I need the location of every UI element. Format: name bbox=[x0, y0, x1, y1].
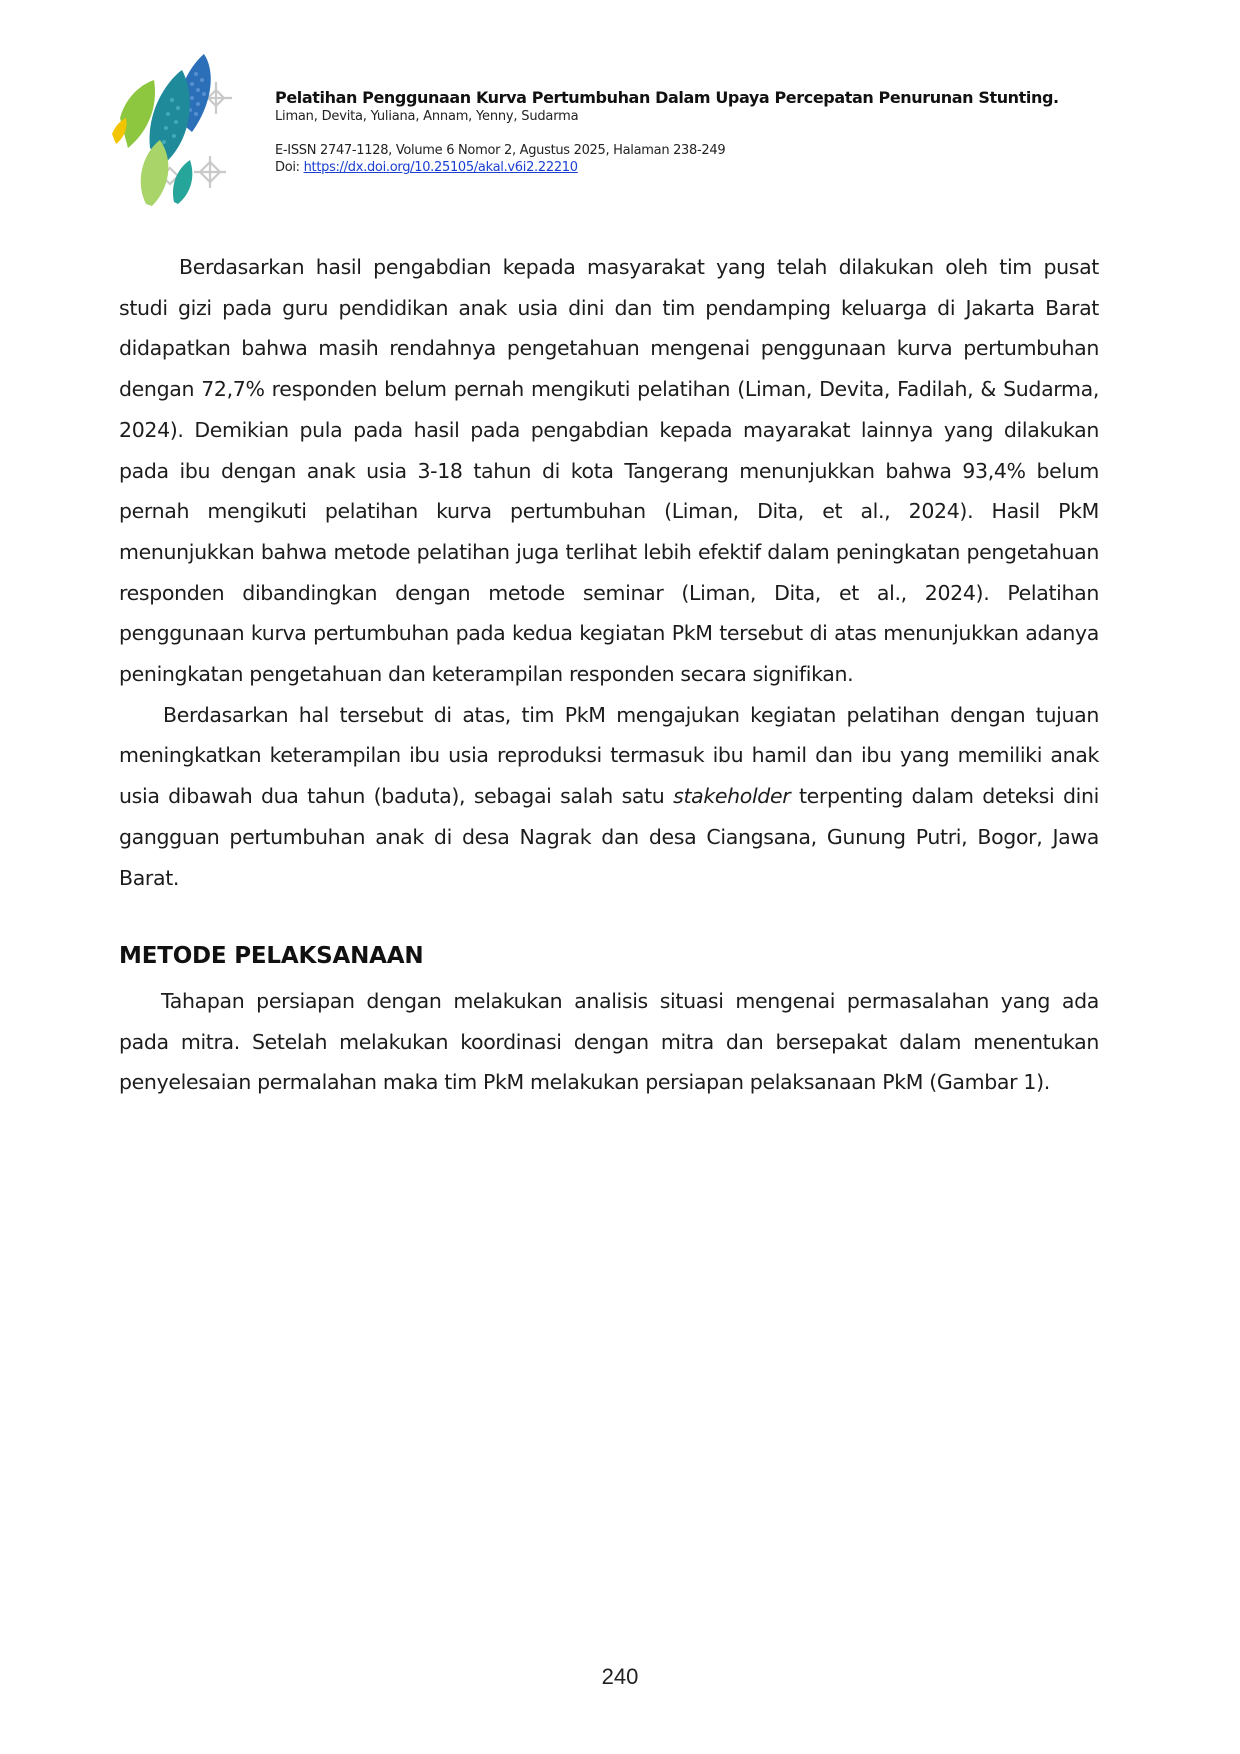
header-authors: Liman, Devita, Yuliana, Annam, Yenny, Sudarma bbox=[275, 109, 579, 124]
page-number: 240 bbox=[601, 1664, 639, 1689]
paragraph-2 bbox=[119, 695, 1099, 899]
section-body bbox=[119, 981, 1099, 1103]
paragraph-2-italic: stakeholder bbox=[673, 784, 791, 809]
running-header bbox=[275, 88, 1095, 176]
journal-logo-icon bbox=[112, 52, 248, 208]
paragraph-2-text-a: Berdasarkan hal tersebut di atas, tim PkM mengajukan kegiatan pelatihan dengan tujuan meningkatkan keterampilan ibu usia reproduksi termasuk ibu hamil dan ibu yang memiliki anak usia dibawah dua tahun (baduta), sebagai salah satu bbox=[119, 702, 1099, 809]
section-heading: METODE PELAKSANAAN bbox=[119, 943, 424, 969]
body-text bbox=[119, 247, 1099, 898]
doi-label: Doi: bbox=[275, 160, 304, 175]
section-paragraph: Tahapan persiapan dengan melakukan analisis situasi mengenai permasalahan yang ada pada mitra. Setelah melakukan koordinasi dengan mitra dan bersepakat dalam menentukan penyelesaian permalahan maka tim PkM melakukan persiapan pelaksanaan PkM (Gambar 1). bbox=[119, 989, 1099, 1095]
header-issn: E-ISSN 2747-1128, Volume 6 Nomor 2, Agustus 2025, Halaman 238-249 bbox=[275, 143, 726, 158]
header-title: Pelatihan Penggunaan Kurva Pertumbuhan Dalam Upaya Percepatan Penurunan Stunting. bbox=[275, 88, 1059, 107]
doi-link[interactable]: https://dx.doi.org/10.25105/akal.v6i2.22210 bbox=[303, 160, 578, 175]
paragraph-2-text-b: terpenting dalam deteksi dini gangguan pertumbuhan anak di desa Nagrak dan desa Ciangsana, Gunung Putri, Bogor, Jawa Barat. bbox=[119, 784, 1099, 890]
paragraph-1: Berdasarkan hasil pengabdian kepada masyarakat yang telah dilakukan oleh tim pusat studi gizi pada guru pendidikan anak usia dini dan tim pendamping keluarga di Jakarta Barat didapatkan bahwa masih rendahnya pengetahuan mengenai penggunaan kurva pertumbuhan dengan 72,7% responden belum pernah mengikuti pelatihan (Liman, Devita, Fadilah, & Sudarma, 2024). Demikian pula pada hasil pada pengabdian kepada mayarakat lainnya yang dilakukan pada ibu dengan anak usia 3-18 tahun di kota Tangerang menunjukkan bahwa 93,4% belum pernah mengikuti pelatihan kurva pertumbuhan (Liman, Dita, et al., 2024). Hasil PkM menunjukkan bahwa metode pelatihan juga terlihat lebih efektif dalam peningkatan pengetahuan responden dibandingkan dengan metode seminar (Liman, Dita, et al., 2024). Pelatihan penggunaan kurva pertumbuhan pada kedua kegiatan PkM tersebut di atas menunjukkan adanya peningkatan pengetahuan dan keterampilan responden secara signifikan. bbox=[119, 255, 1099, 687]
header-doi bbox=[275, 159, 1095, 176]
